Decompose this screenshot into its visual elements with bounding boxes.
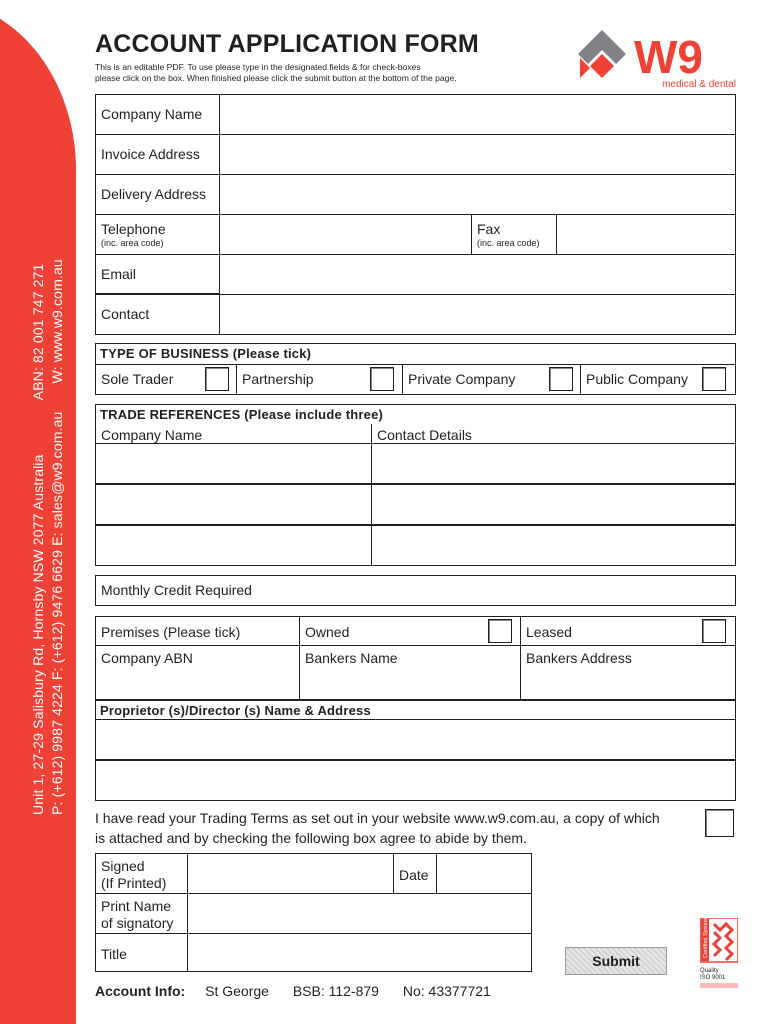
trade-ref-3-contact-field[interactable] xyxy=(371,525,736,566)
public-company-label: Public Company xyxy=(586,371,688,387)
sidebar-website: W: www.w9.com.au xyxy=(49,259,65,384)
trade-ref-2-company-field[interactable] xyxy=(95,484,372,525)
invoice-address-field[interactable] xyxy=(219,134,736,175)
trade-ref-2-contact-field[interactable] xyxy=(371,484,736,525)
sole-trader-label: Sole Trader xyxy=(101,371,174,387)
private-company-label: Private Company xyxy=(408,371,516,387)
trade-references-heading: TRADE REFERENCES (Please include three) xyxy=(100,407,384,422)
logo-wordmark: W9 xyxy=(634,31,703,83)
address-sidebar xyxy=(0,0,76,1024)
proprietor-1-field[interactable] xyxy=(95,719,736,760)
bankers-name-field[interactable] xyxy=(300,668,519,699)
business-type-heading: TYPE OF BUSINESS (Please tick) xyxy=(100,346,312,361)
company-abn-field[interactable] xyxy=(96,668,298,699)
contact-label: Contact xyxy=(101,306,150,322)
telephone-label: Telephone xyxy=(101,221,166,237)
fax-sublabel: (inc. area code) xyxy=(477,238,540,248)
divider xyxy=(95,645,736,646)
sidebar-contacts: P: (+612) 9987 4224 F: (+612) 9476 6629 E: sales@w9.com.au xyxy=(49,411,65,815)
bankers-address-field[interactable] xyxy=(521,668,735,699)
public-company-checkbox[interactable] xyxy=(702,367,726,391)
signed-sublabel: (If Printed) xyxy=(101,875,167,891)
company-name-label: Company Name xyxy=(101,106,203,122)
instruction-line-2: please click on the box. When finished please click the submit button at the bottom of the page. xyxy=(95,73,457,83)
leased-label: Leased xyxy=(526,624,572,640)
divider xyxy=(236,364,237,395)
sole-trader-checkbox[interactable] xyxy=(205,367,229,391)
private-company-checkbox[interactable] xyxy=(549,367,573,391)
cert-iso-text: ISO 9001 xyxy=(700,975,726,981)
trade-ref-1-company-field[interactable] xyxy=(95,443,372,484)
agreement-text xyxy=(95,808,660,848)
submit-button[interactable]: Submit xyxy=(565,947,667,975)
title-label: Title xyxy=(101,946,127,962)
cert-quality-text: Quality xyxy=(700,968,719,974)
contact-field[interactable] xyxy=(219,294,736,335)
monthly-credit-label: Monthly Credit Required xyxy=(101,582,252,598)
premises-label: Premises (Please tick) xyxy=(101,624,241,640)
sidebar-contact-line xyxy=(49,225,65,815)
trade-ref-company-col: Company Name xyxy=(101,427,203,443)
signed-label: Signed xyxy=(101,858,145,874)
agreement-line-1: I have read your Trading Terms as set out in your website www.w9.com.au, a copy of which xyxy=(95,810,660,826)
account-bsb: BSB: 112-879 xyxy=(292,983,379,999)
monthly-credit-field[interactable] xyxy=(265,575,736,606)
instruction-line-1: This is an editable PDF. To use please type in the designated fields & for check-boxes xyxy=(95,62,421,72)
iso-certified-badge xyxy=(700,918,738,990)
print-name-sublabel: of signatory xyxy=(101,915,174,931)
cert-badge-text: Certified System xyxy=(703,918,709,958)
agreement-line-2: is attached and by checking the following box agree to abide by them. xyxy=(95,830,527,846)
cert-footer-bar xyxy=(700,983,738,988)
logo-tagline: medical & dental xyxy=(662,79,736,90)
proprietor-heading: Proprietor (s)/Director (s) Name & Address xyxy=(100,703,371,718)
telephone-field[interactable] xyxy=(219,214,472,255)
title-field[interactable] xyxy=(187,933,532,972)
bankers-name-label: Bankers Name xyxy=(305,650,398,666)
sidebar-abn: ABN: 82 001 747 271 xyxy=(30,263,46,401)
company-abn-label: Company ABN xyxy=(101,650,193,666)
divider xyxy=(580,364,581,395)
trade-ref-1-contact-field[interactable] xyxy=(371,443,736,484)
delivery-address-label: Delivery Address xyxy=(101,186,207,202)
print-name-label: Print Name xyxy=(101,898,172,914)
company-name-field[interactable] xyxy=(219,94,736,135)
print-name-field[interactable] xyxy=(187,893,532,934)
email-label: Email xyxy=(101,266,137,282)
sidebar-address-line xyxy=(30,225,46,815)
w9-logo xyxy=(576,28,738,92)
proprietor-2-field[interactable] xyxy=(95,760,736,801)
leased-checkbox[interactable] xyxy=(702,619,726,643)
date-field[interactable] xyxy=(436,853,532,894)
bankers-address-label: Bankers Address xyxy=(526,650,632,666)
invoice-address-label: Invoice Address xyxy=(101,146,200,162)
owned-label: Owned xyxy=(305,624,350,640)
account-info xyxy=(95,983,511,999)
logo-diamond-icon xyxy=(578,30,626,78)
trade-ref-3-company-field[interactable] xyxy=(95,525,372,566)
delivery-address-field[interactable] xyxy=(219,174,736,215)
form-title: ACCOUNT APPLICATION FORM xyxy=(95,30,479,58)
fax-field[interactable] xyxy=(556,214,736,255)
account-number: No: 43377721 xyxy=(402,983,491,999)
sidebar-address: Unit 1, 27-29 Salisbury Rd, Hornsby NSW 2077 Australia xyxy=(30,454,46,815)
telephone-sublabel: (inc. area code) xyxy=(101,238,164,248)
signed-field[interactable] xyxy=(187,853,394,894)
fax-label: Fax xyxy=(477,221,501,237)
account-info-label: Account Info: xyxy=(95,983,186,999)
account-bank: St George xyxy=(205,983,269,999)
agree-terms-checkbox[interactable] xyxy=(705,809,734,837)
partnership-label: Partnership xyxy=(242,371,314,387)
date-label: Date xyxy=(399,867,429,883)
trade-ref-contact-col: Contact Details xyxy=(377,427,472,443)
partnership-checkbox[interactable] xyxy=(370,367,394,391)
form-instructions xyxy=(95,62,535,84)
email-field[interactable] xyxy=(219,254,736,295)
divider xyxy=(402,364,403,395)
owned-checkbox[interactable] xyxy=(488,619,512,643)
